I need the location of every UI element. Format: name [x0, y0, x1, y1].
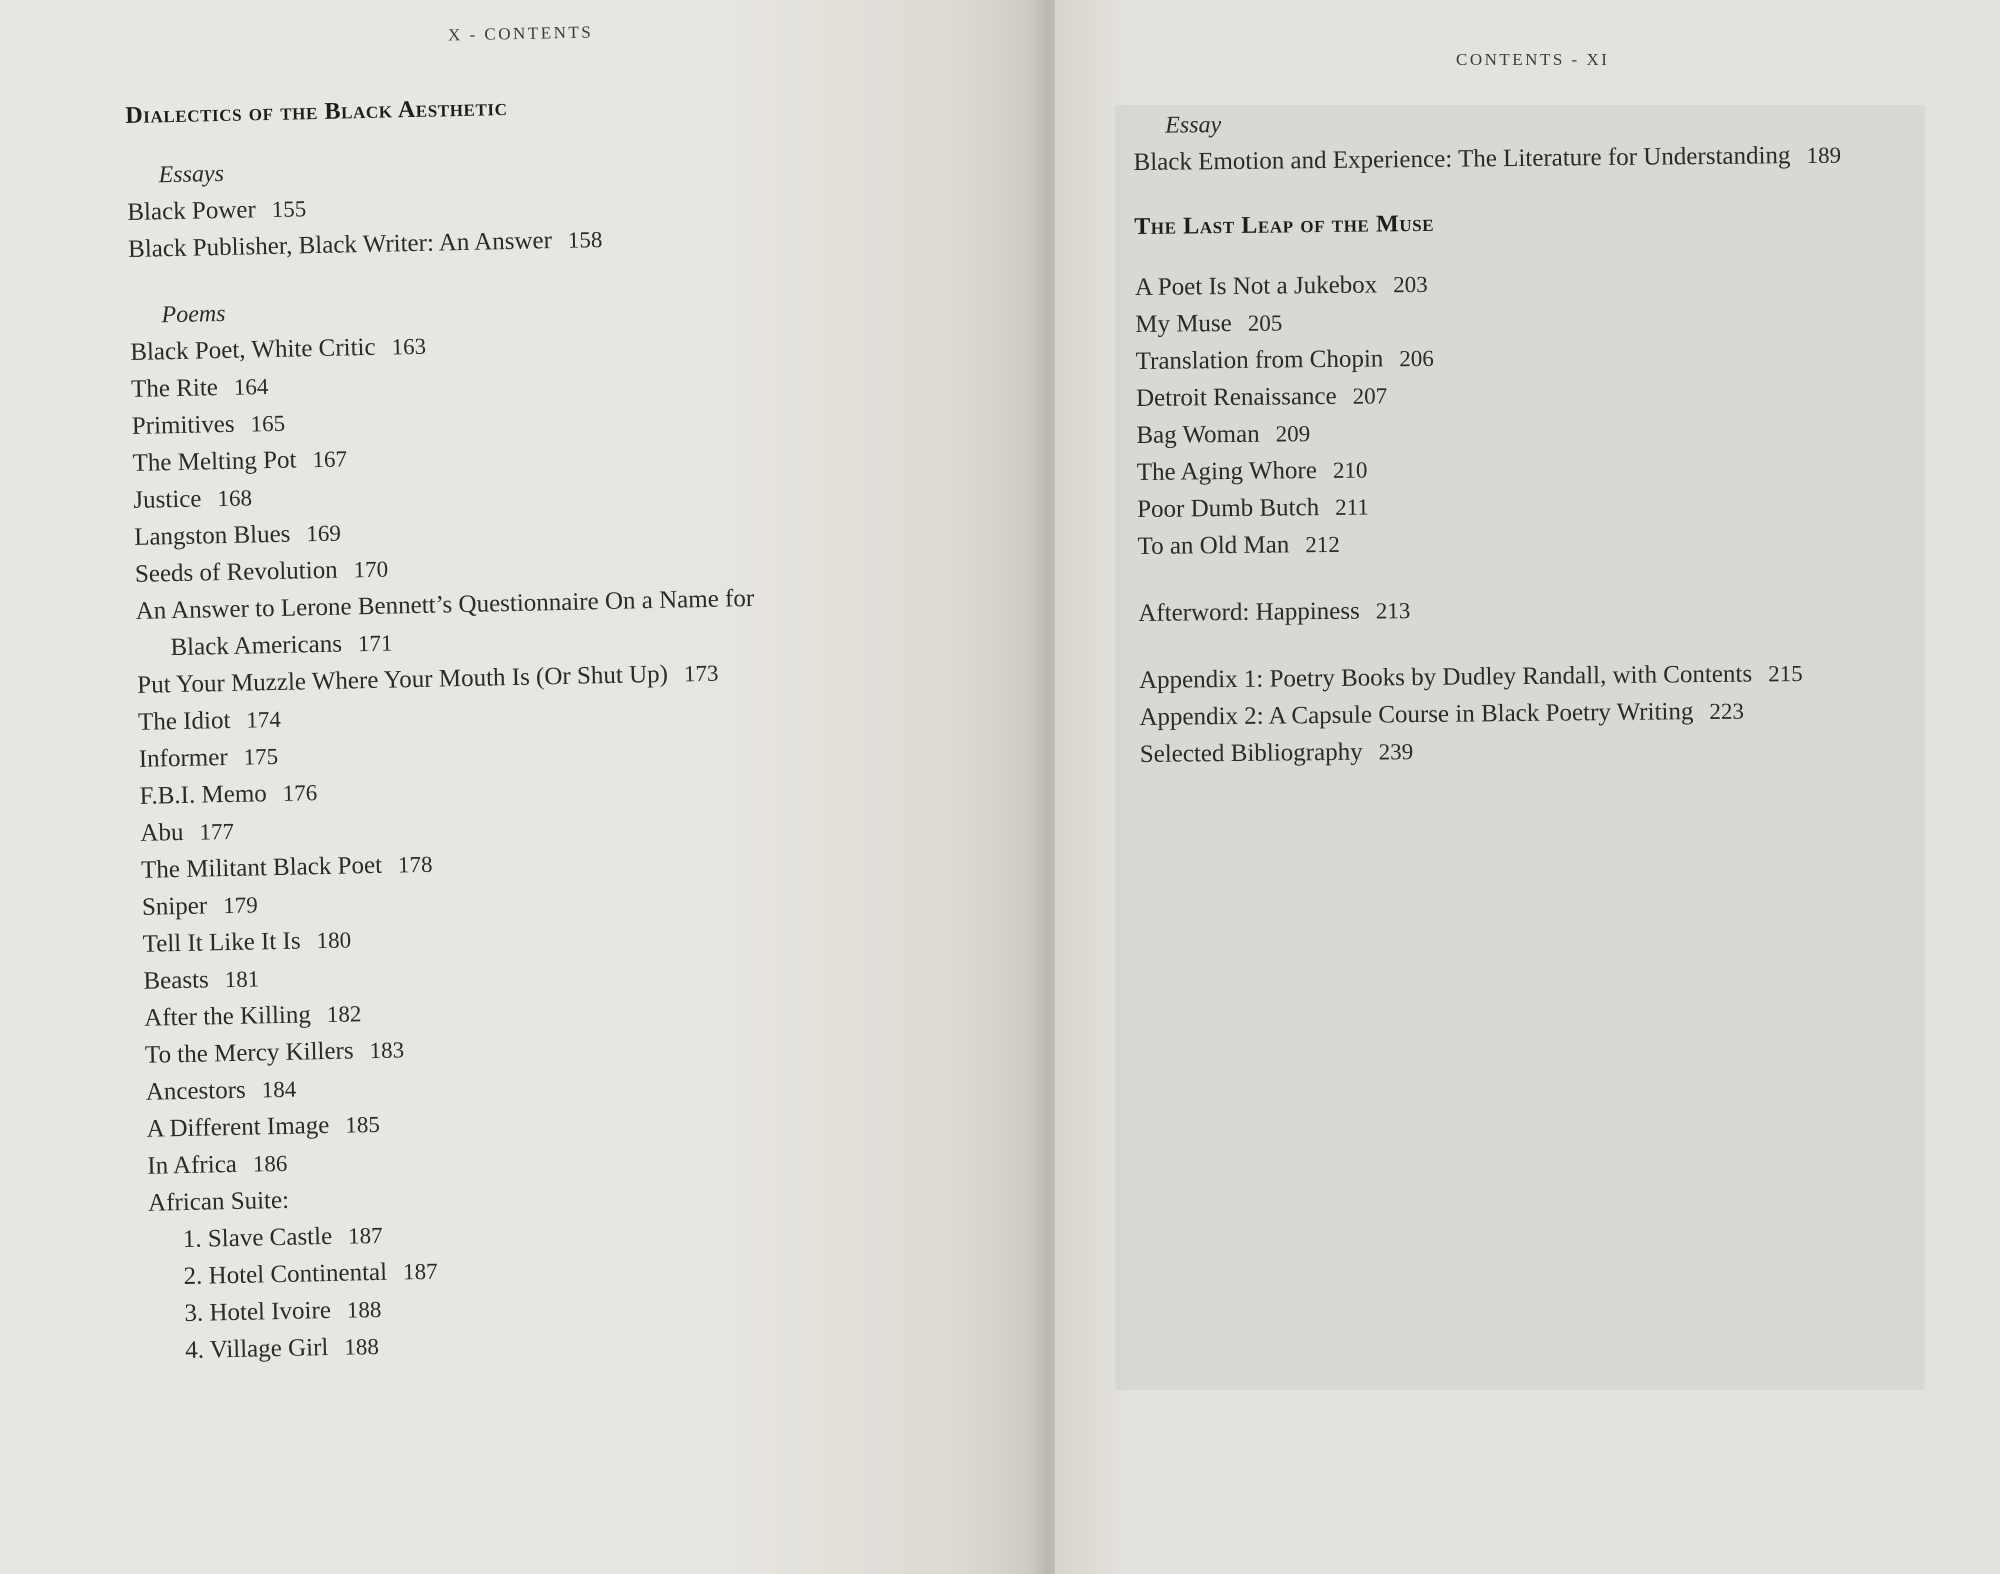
suite-label: African Suite:: [147, 1186, 290, 1217]
toc-entry: Primitives 165: [131, 410, 286, 440]
toc-entry: Detroit Renaissance 207: [1135, 382, 1388, 412]
toc-entry: Informer 175: [138, 743, 279, 773]
toc-entry: A Poet Is Not a Jukebox 203: [1134, 271, 1428, 301]
toc-entry: F.B.I. Memo 176: [139, 780, 318, 810]
toc-entry-appendix: Appendix 1: Poetry Books by Dudley Randall, with Contents 215: [1138, 660, 1803, 694]
running-head-right: CONTENTS - XI: [1456, 50, 1610, 69]
toc-entry: In Africa 186: [147, 1150, 288, 1180]
toc-entry: Put Your Muzzle Where Your Mouth Is (Or Shut Up) 173: [136, 660, 719, 699]
toc-entry: To the Mercy Killers 183: [144, 1037, 405, 1069]
toc-entry: Justice 168: [133, 485, 253, 514]
toc-entry-long-line2: Black Americans 171: [170, 630, 393, 662]
poems-label: Poems: [161, 300, 226, 329]
toc-entry-suite: 3. Hotel Ivoire 188: [184, 1296, 382, 1328]
toc-entry: Sniper 179: [141, 892, 258, 921]
essay-label: Essay: [1165, 112, 1222, 139]
toc-entry: Black Publisher, Black Writer: An Answer 158: [127, 227, 603, 263]
toc-entry: Black Emotion and Experience: The Literature for Understanding 189: [1133, 142, 1842, 176]
toc-entry: Poor Dumb Butch 211: [1137, 494, 1369, 523]
toc-entry: The Melting Pot 167: [132, 446, 348, 477]
toc-entry: The Idiot 174: [137, 706, 282, 736]
toc-entry: My Muse 205: [1135, 309, 1283, 338]
toc-entry: Ancestors 184: [145, 1076, 297, 1106]
toc-entry: Tell It Like It Is 180: [142, 927, 352, 958]
toc-entry: After the Killing 182: [143, 1001, 362, 1032]
toc-entry: Bag Woman 209: [1136, 420, 1311, 449]
toc-entry: The Aging Whore 210: [1136, 457, 1368, 486]
toc-entry: A Different Image 185: [146, 1111, 381, 1143]
toc-entry-suite: 1. Slave Castle 187: [182, 1222, 383, 1254]
running-head-left: X - CONTENTS: [447, 22, 594, 45]
toc-entry: Seeds of Revolution 170: [134, 556, 389, 588]
essays-label: Essays: [158, 160, 225, 189]
toc-entry: Langston Blues 169: [133, 520, 342, 551]
toc-entry: To an Old Man 212: [1137, 531, 1340, 560]
toc-entry-afterword: Afterword: Happiness 213: [1138, 597, 1411, 627]
toc-entry-appendix: Appendix 2: A Capsule Course in Black Poetry Writing 223: [1139, 698, 1745, 731]
toc-entry: Black Poet, White Critic 163: [130, 333, 427, 366]
toc-entry: The Militant Black Poet 178: [140, 851, 433, 884]
toc-entry-bibliography: Selected Bibliography 239: [1139, 738, 1414, 768]
toc-entry-suite: 4. Village Girl 188: [184, 1333, 380, 1365]
toc-entry: The Rite 164: [130, 374, 269, 403]
section-title: Dialectics of the Black Aesthetic: [125, 94, 508, 129]
toc-entry: Translation from Chopin 206: [1135, 345, 1434, 375]
left-toc: [125, 83, 971, 1370]
toc-entry-suite: 2. Hotel Continental 187: [183, 1258, 438, 1291]
right-toc: [1133, 100, 1920, 773]
section-title: The Last Leap of the Muse: [1134, 210, 1435, 240]
toc-entry: Abu 177: [140, 818, 235, 847]
toc-entry: Black Power 155: [127, 196, 307, 226]
toc-entry-long-line1: An Answer to Lerone Bennett’s Questionnaire On a Name for: [135, 584, 755, 625]
toc-entry: Beasts 181: [143, 966, 260, 995]
